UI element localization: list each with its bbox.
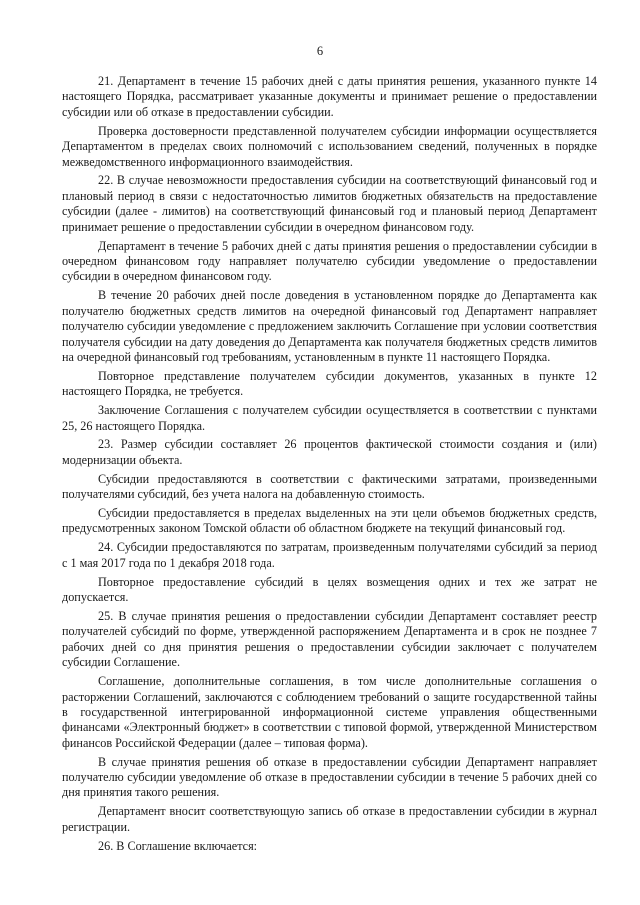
paragraph: 21. Департамент в течение 15 рабочих дней с даты принятия решения, указанного пункте 14 настоящего Порядка, рассматривает указанные документы и принимает решение о предоставлении субсидии или об отказе в предоставлении субсидии. <box>62 74 597 119</box>
paragraph: Субсидии предоставляется в пределах выделенных на эти цели объемов бюджетных средств, предусмотренных законом Томской области об областном бюджете на текущий финансовый год. <box>62 506 597 536</box>
document-body <box>62 74 597 858</box>
paragraph: 24. Субсидии предоставляются по затратам, произведенным получателями субсидий за период с 1 мая 2017 года по 1 декабря 2018 года. <box>62 540 597 570</box>
paragraph: В случае принятия решения об отказе в предоставлении субсидии Департамент направляет получателю субсидии уведомление об отказе в предоставлении субсидии в течение 5 рабочих дней со дня принятия такого решения. <box>62 754 597 800</box>
paragraph: Повторное предоставление субсидий в целях возмещения одних и тех же затрат не допускается. <box>62 574 597 605</box>
paragraph: Повторное представление получателем субсидии документов, указанных в пункте 12 настоящего Порядка, не требуется. <box>62 368 597 399</box>
paragraph: Департамент вносит соответствующую запись об отказе в предоставлении субсидии в журнал регистрации. <box>62 804 597 834</box>
paragraph: 23. Размер субсидии составляет 26 процентов фактической стоимости создания и (или) модернизации объекта. <box>62 437 597 467</box>
paragraph: Соглашение, дополнительные соглашения, в том числе дополнительные соглашения о расторжении Соглашений, заключаются с соблюдением требований о защите государственной тайны в государственной интегрированной информационной системе управления общественными финансами «Электронный бюджет» в соответствии с типовой формой, утвержденной Министерством финансов Российской Федерации (далее – типовая форма). <box>62 674 597 750</box>
paragraph: В течение 20 рабочих дней после доведения в установленном порядке до Департамента как получателю бюджетных средств лимитов на очередной финансовый год Департамент направляет получателю субсидии уведомление с предложением заключить Соглашение при условии соответствия получателя субсидии на дату доведения до Департамента как получателя бюджетных средств лимитов на очередной финансовый год требованиям, установленным в пункте 11 настоящего Порядка. <box>62 288 597 364</box>
paragraph: 26. В Соглашение включается: <box>98 838 258 853</box>
paragraph: 25. В случае принятия решения о предоставлении субсидии Департамент составляет реестр получателей субсидий по форме, утвержденной распоряжением Департамента и в срок не позднее 7 рабочих дней со дня принятия решения о предоставлении субсидии заключает с получателем субсидии Соглашение. <box>62 609 597 670</box>
paragraph: Департамент в течение 5 рабочих дней с даты принятия решения о предоставлении субсидии в очередном финансовом году направляет получателю субсидии уведомление о предоставлении субсидии в очередном финансовом году. <box>62 238 597 284</box>
paragraph: 22. В случае невозможности предоставления субсидии на соответствующий финансовый год и плановый период в связи с недостаточностью лимитов бюджетных обязательств на предоставление субсидии (далее - лимитов) на соответствующий финансовый год и плановый период Департамент принимает решение о предоставлении субсидии в очередном финансовом году. <box>62 173 597 234</box>
paragraph: Заключение Соглашения с получателем субсидии осуществляется в соответствии с пунктами 25, 26 настоящего Порядка. <box>62 403 597 433</box>
paragraph: Проверка достоверности представленной получателем субсидии информации осуществляется Департаментом в пределах своих полномочий с использованием сведений, полученных в порядке межведомственного информационного взаимодействия. <box>62 123 597 169</box>
paragraph: Субсидии предоставляются в соответствии с фактическими затратами, произведенными получателями субсидий, без учета налога на добавленную стоимость. <box>62 471 597 502</box>
page-number: 6 <box>316 44 324 58</box>
